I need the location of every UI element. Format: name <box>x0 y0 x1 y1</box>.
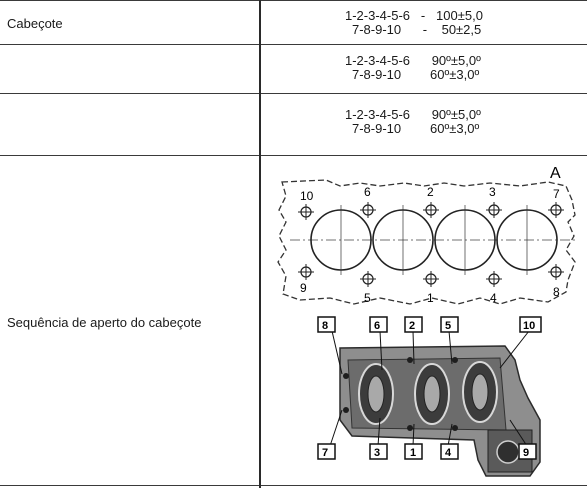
bolt-number: 10 <box>300 189 314 203</box>
bolt-number: 2 <box>427 185 434 199</box>
angle-spec-line: 1-2-3-4-5-6 90º±5,0º <box>345 53 481 68</box>
head-bolt-1 <box>423 271 439 287</box>
head-bolt-10 <box>298 204 314 220</box>
head-bolt-7 <box>548 202 564 218</box>
bolt-number: 9 <box>300 281 307 295</box>
bolt-number: 5 <box>364 291 371 305</box>
torque-spec-line: 1-2-3-4-5-6 - 100±5,0 <box>345 8 483 23</box>
photo-bolt-label: 2 <box>409 320 416 332</box>
photo-bolt-label: 5 <box>445 320 452 332</box>
row-label-tightening-sequence: Sequência de aperto do cabeçote <box>7 315 202 330</box>
photo-bolt-label: 3 <box>374 447 381 459</box>
view-letter: A <box>550 165 561 182</box>
bolt-number: 3 <box>489 185 496 199</box>
head-bolt-4 <box>486 271 502 287</box>
head-bolt-9 <box>298 264 314 280</box>
photo-bolt-label: 1 <box>410 447 417 459</box>
angle-spec-line: 1-2-3-4-5-6 90º±5,0º <box>345 107 481 122</box>
head-bolt-3 <box>486 202 502 218</box>
head-bolt-8 <box>548 264 564 280</box>
row-label-cabecote: Cabeçote <box>7 16 63 31</box>
photo-bolt-label: 4 <box>445 447 452 459</box>
bolt-number: 1 <box>427 291 434 305</box>
bolt-number: 6 <box>364 185 371 199</box>
photo-bolt-label: 7 <box>322 447 329 459</box>
photo-bolt-label: 8 <box>322 320 329 332</box>
photo-bolt-label: 9 <box>523 447 530 459</box>
angle-spec-line: 7-8-9-10 60º±3,0º <box>352 121 480 136</box>
bolt-number: 4 <box>490 291 497 305</box>
photo-bolt-label: 10 <box>523 320 536 332</box>
head-bolt-2 <box>423 202 439 218</box>
bolt-number: 8 <box>553 285 560 299</box>
head-bolt-6 <box>360 202 376 218</box>
angle-spec-line: 7-8-9-10 60º±3,0º <box>352 67 480 82</box>
torque-spec-line: 7-8-9-10 - 50±2,5 <box>352 22 482 37</box>
head-bolt-5 <box>360 271 376 287</box>
bolt-number: 7 <box>553 187 560 201</box>
photo-bolt-label: 6 <box>374 320 381 332</box>
